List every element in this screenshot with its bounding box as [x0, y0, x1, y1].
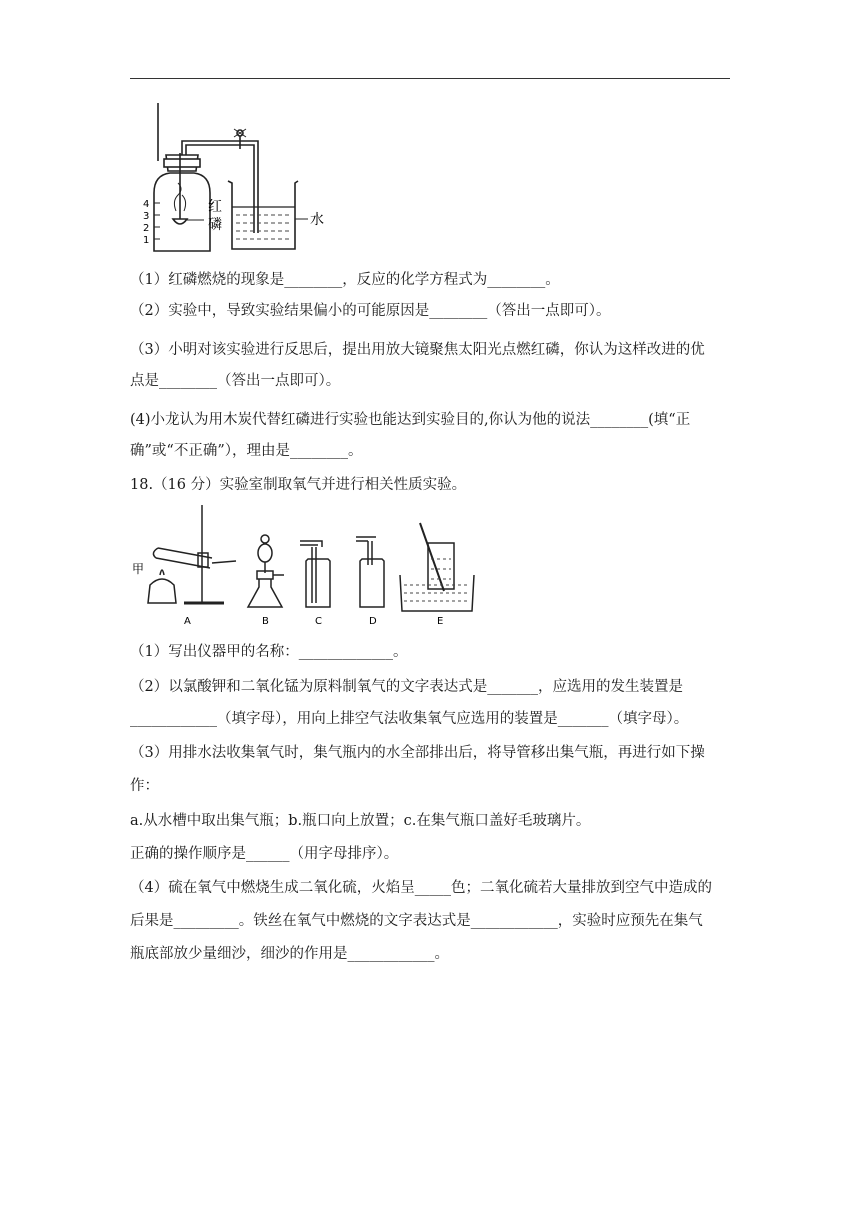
- q18-part-4-line-2: 后果是_________。铁丝在氧气中燃烧的文字表达式是____________，实验时应预先在集气: [130, 913, 703, 929]
- phosphorus-combustion-figure: [140, 103, 330, 255]
- q17-part-1: （1）红磷燃烧的现象是________，反应的化学方程式为________。: [130, 272, 560, 288]
- scale-label: 2: [143, 223, 150, 234]
- red-phosphorus-label: 磷: [208, 217, 222, 233]
- q18-part-1: （1）写出仪器甲的名称：_____________。: [130, 644, 408, 660]
- q17-part-4-line-2: 确”或“不正确”），理由是________。: [130, 443, 363, 459]
- scale-label: 1: [143, 235, 150, 246]
- scale-label: 3: [143, 211, 150, 222]
- q18-title: 18.（16 分）实验室制取氧气并进行相关性质实验。: [130, 477, 467, 493]
- apparatus-label-a: A: [184, 616, 191, 627]
- oxygen-apparatus-figure: [132, 503, 612, 628]
- q18-part-3-line-3: a.从水槽中取出集气瓶；b.瓶口向上放置；c.在集气瓶口盖好毛玻璃片。: [130, 813, 591, 829]
- apparatus-label-b: B: [262, 616, 269, 627]
- q17-part-3-line-1: （3）小明对该实验进行反思后，提出用放大镜聚焦太阳光点燃红磷，你认为这样改进的优: [130, 342, 705, 358]
- header-rule: [130, 78, 730, 79]
- scale-label: 4: [143, 199, 150, 210]
- q17-part-4-line-1: (4)小龙认为用木炭代替红磷进行实验也能达到实验目的,你认为他的说法________(填“正: [130, 412, 691, 428]
- q18-part-4-line-1: （4）硫在氧气中燃烧生成二氧化硫，火焰呈_____色；二氧化硫若大量排放到空气中造成的: [130, 880, 712, 896]
- q18-part-3-line-1: （3）用排水法收集氧气时，集气瓶内的水全部排出后，将导管移出集气瓶，再进行如下操: [130, 745, 705, 761]
- apparatus-label-c: C: [315, 616, 322, 627]
- jia-label: 甲: [132, 562, 145, 576]
- q18-part-2-line-1: （2）以氯酸钾和二氧化锰为原料制氧气的文字表达式是_______，应选用的发生装置是: [130, 679, 683, 695]
- q18-part-4-line-3: 瓶底部放少量细沙，细沙的作用是____________。: [130, 946, 449, 962]
- water-label: 水: [310, 212, 324, 228]
- q18-part-3-line-4: 正确的操作顺序是______（用字母排序）。: [130, 846, 399, 862]
- q17-part-2: （2）实验中，导致实验结果偏小的可能原因是________（答出一点即可）。: [130, 303, 611, 319]
- q17-part-3-line-2: 点是________（答出一点即可）。: [130, 373, 341, 389]
- q18-part-3-line-2: 作：: [130, 778, 159, 794]
- q18-part-2-line-2: ____________（填字母），用向上排空气法收集氧气应选用的装置是_______（填字母）。: [130, 711, 689, 727]
- red-phosphorus-label: 红: [208, 199, 222, 215]
- apparatus-label-d: D: [369, 616, 377, 627]
- apparatus-label-e: E: [437, 616, 444, 627]
